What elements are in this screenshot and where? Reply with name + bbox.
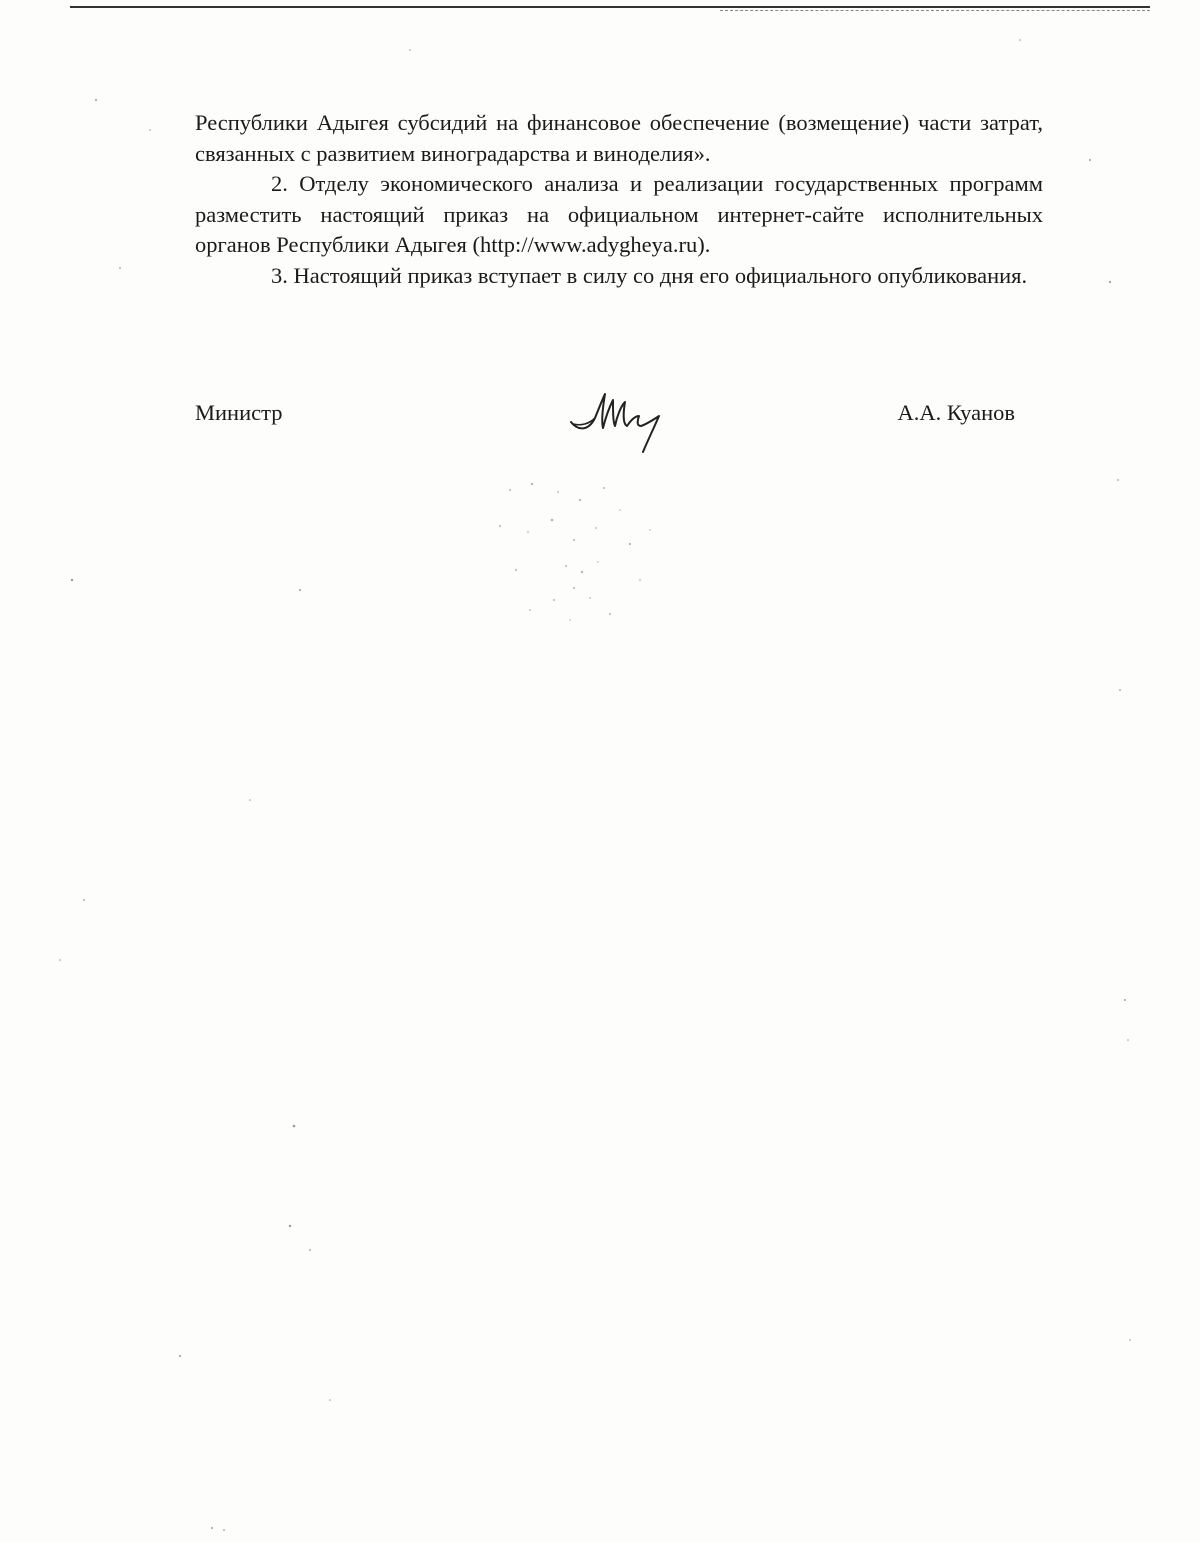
signer-position: Министр — [195, 400, 283, 425]
paragraph-item-3: 3. Настоящий приказ вступает в силу со дня его официального опубликования. — [271, 262, 1028, 288]
paragraph-item-2: 2. Отделу экономического анализа и реализации государственных программ разместить настоящий приказ на официальном интернет-сайте исполнительных органов Республики Адыгея (http://www.adygheya.ru). — [195, 171, 1043, 257]
paragraph-continuation: Республики Адыгея субсидий на финансовое обеспечение (возмещение) части затрат, связанных с развитием виноградарства и виноделия». — [195, 110, 1043, 166]
signer-name: А.А. Куанов — [897, 400, 1015, 425]
